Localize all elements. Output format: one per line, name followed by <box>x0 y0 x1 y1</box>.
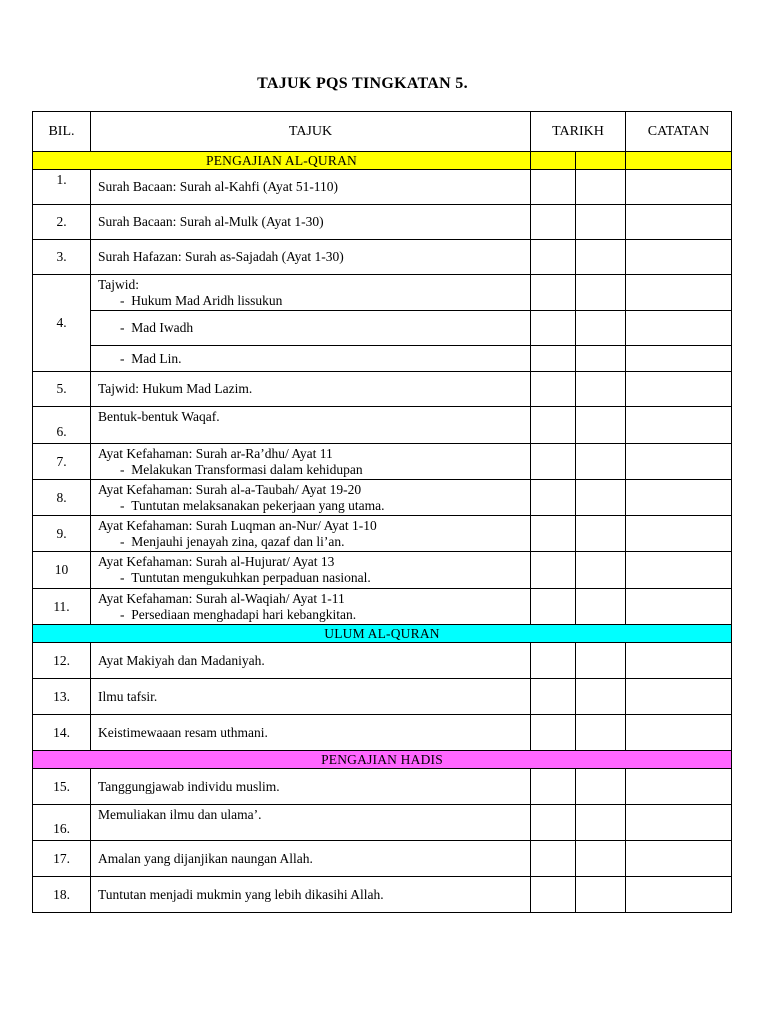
row-number: 18. <box>33 877 91 913</box>
section-header-ulum-al-quran <box>33 625 732 643</box>
row-number: 9. <box>33 516 91 552</box>
table-row <box>33 170 732 205</box>
table-row <box>33 679 732 715</box>
section-header-pengajian-hadis <box>33 751 732 769</box>
row-topic: Tajwid: Hukum Mad Lazim. <box>91 372 531 407</box>
header-tarikh: TARIKH <box>531 112 626 152</box>
row-topic: Ayat Kefahaman: Surah al-a-Taubah/ Ayat 19-20 - Tuntutan melaksanakan pekerjaan yang utama. <box>91 480 531 516</box>
row-number: 14. <box>33 715 91 751</box>
table-row <box>33 240 732 275</box>
row-number: 12. <box>33 643 91 679</box>
row-topic: Surah Bacaan: Surah al-Mulk (Ayat 1-30) <box>91 205 531 240</box>
table-row <box>33 444 732 480</box>
row-topic: Ayat Makiyah dan Madaniyah. <box>91 643 531 679</box>
row-number: 10 <box>33 552 91 589</box>
section-label: PENGAJIAN AL-QURAN <box>33 152 531 170</box>
table-row <box>33 841 732 877</box>
row-topic: Ayat Kefahaman: Surah al-Hujurat/ Ayat 13 - Tuntutan mengukuhkan perpaduan nasional. <box>91 552 531 589</box>
row-topic: Tuntutan menjadi mukmin yang lebih dikasihi Allah. <box>91 877 531 913</box>
row-topic: Surah Bacaan: Surah al-Kahfi (Ayat 51-110) <box>91 170 531 205</box>
row-topic: Memuliakan ilmu dan ulama’. <box>91 805 531 841</box>
row-number: 3. <box>33 240 91 275</box>
table-row <box>33 552 732 589</box>
table-row <box>33 516 732 552</box>
row-topic: Surah Hafazan: Surah as-Sajadah (Ayat 1-30) <box>91 240 531 275</box>
table-row <box>33 480 732 516</box>
row-number: 11. <box>33 589 91 625</box>
row-number: 6. <box>33 407 91 444</box>
table-row <box>33 805 732 841</box>
section-label: ULUM AL-QURAN <box>33 625 732 643</box>
section-label: PENGAJIAN HADIS <box>33 751 732 769</box>
table-row <box>33 769 732 805</box>
row-topic: Ilmu tafsir. <box>91 679 531 715</box>
row-number: 2. <box>33 205 91 240</box>
row-subtopic: - Hukum Mad Aridh lissukun <box>120 293 283 308</box>
row-topic <box>91 275 531 311</box>
row-subtopic: - Mad Iwadh <box>91 311 531 346</box>
row-topic: Ayat Kefahaman: Surah al-Waqiah/ Ayat 1-11 - Persediaan menghadapi hari kebangkitan. <box>91 589 531 625</box>
table-row <box>33 372 732 407</box>
header-bil: BIL. <box>33 112 91 152</box>
row-number: 5. <box>33 372 91 407</box>
row-number: 7. <box>33 444 91 480</box>
row-number: 4. <box>33 275 91 372</box>
row-topic: Keistimewaaan resam uthmani. <box>91 715 531 751</box>
table-row <box>33 346 732 372</box>
row-topic: Tanggungjawab individu muslim. <box>91 769 531 805</box>
row-number: 13. <box>33 679 91 715</box>
row-number: 8. <box>33 480 91 516</box>
table-row <box>33 643 732 679</box>
row-number: 1. <box>33 170 91 205</box>
row-number: 16. <box>33 805 91 841</box>
row-topic: Bentuk-bentuk Waqaf. <box>91 407 531 444</box>
table-row <box>33 275 732 311</box>
table-row <box>33 205 732 240</box>
topics-table <box>32 111 732 913</box>
row-topic: Ayat Kefahaman: Surah ar-Ra’dhu/ Ayat 11 - Melakukan Transformasi dalam kehidupan <box>91 444 531 480</box>
page-title: TAJUK PQS TINGKATAN 5. <box>257 75 468 92</box>
row-topic: Ayat Kefahaman: Surah Luqman an-Nur/ Ayat 1-10 - Menjauhi jenayah zina, qazaf dan li’an. <box>91 516 531 552</box>
table-row <box>33 407 732 444</box>
row-topic-heading: Tajwid: <box>98 277 140 292</box>
table-row <box>33 715 732 751</box>
row-number: 15. <box>33 769 91 805</box>
header-tajuk: TAJUK <box>91 112 531 152</box>
header-catatan: CATATAN <box>626 112 732 152</box>
row-topic: Amalan yang dijanjikan naungan Allah. <box>91 841 531 877</box>
section-header-pengajian-al-quran <box>33 152 732 170</box>
row-number: 17. <box>33 841 91 877</box>
table-row <box>33 877 732 913</box>
table-row <box>33 589 732 625</box>
row-subtopic: - Mad Lin. <box>91 346 531 372</box>
table-row <box>33 311 732 346</box>
header-row <box>33 112 732 152</box>
